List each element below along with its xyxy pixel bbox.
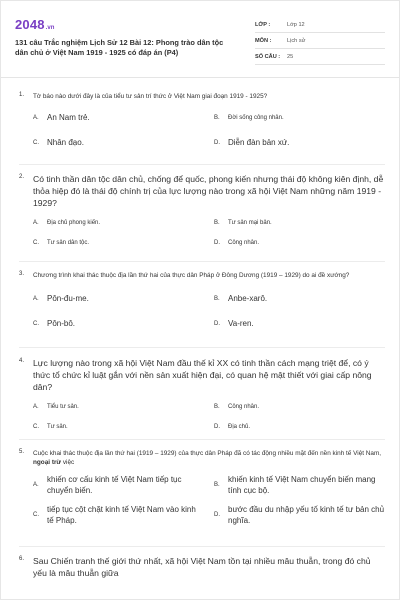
option-letter: B. (214, 482, 220, 488)
document-title: 131 câu Trắc nghiệm Lịch Sử 12 Bài 12: Phong trào dân tộc dân chủ ở Việt Nam 1919 - 1925 có đáp án (P4) (15, 38, 224, 57)
option-text: Tư sản dân tộc. (47, 240, 90, 246)
option-a[interactable] (33, 474, 204, 496)
meta-row-subject (255, 33, 385, 49)
question-text-part: việc (61, 459, 75, 466)
option-c[interactable] (33, 239, 204, 247)
question-5 (19, 440, 385, 547)
logo-main-text: 2048 (15, 17, 45, 32)
question-text-part: Cuộc khai thác thuộc địa lần thứ hai (1919 – 1929) của thực dân Pháp đã có tác động nhiều mặt đến nền kinh tế Việt Nam, (33, 450, 382, 457)
option-a[interactable] (33, 293, 204, 304)
option-text: Công nhân. (228, 240, 260, 246)
option-letter: C. (33, 240, 39, 246)
option-text: Tư sản mại bản. (228, 220, 272, 226)
meta-value: 25 (287, 53, 294, 60)
option-c[interactable] (33, 318, 204, 329)
answer-options (33, 293, 385, 329)
option-letter: B. (214, 220, 220, 226)
option-b[interactable] (214, 474, 385, 496)
option-b[interactable] (214, 293, 385, 304)
option-text: Nhân đạo. (47, 138, 84, 147)
page-header (15, 13, 385, 73)
option-d[interactable] (214, 504, 385, 526)
question-list (15, 78, 385, 600)
option-text: bước đầu du nhập yếu tố kinh tế tư bản chủ nghĩa. (228, 505, 385, 525)
meta-label: LỚP : (255, 21, 271, 28)
question-text: Có tinh thần dân tộc dân chủ, chống để quốc, phong kiến nhưng thái độ không kiên định, dễ thỏa hiệp đó là thái độ chính trị của lực lượng nào trong xã hội Việt Nam những năm 1919 - 1929? (33, 174, 384, 208)
answer-options (33, 474, 385, 526)
option-text: khiến cơ cấu kinh tế Việt Nam tiếp tục chuyển biến. (47, 475, 182, 495)
option-text: Tiểu tư sản. (47, 404, 79, 410)
option-c[interactable] (33, 423, 204, 431)
option-text: Va-ren. (228, 319, 254, 328)
option-text: Pôn-bô. (47, 319, 76, 328)
option-letter: A. (33, 482, 39, 488)
option-text: Đời sống công nhân. (228, 114, 284, 121)
option-letter: C. (33, 139, 39, 146)
option-a[interactable] (33, 219, 204, 227)
option-text: khiến kinh tế Việt Nam chuyển biến mang tính cục bộ. (228, 475, 376, 495)
option-d[interactable] (214, 423, 385, 431)
option-letter: B. (214, 404, 220, 410)
question-1 (19, 88, 385, 165)
option-d[interactable] (214, 318, 385, 329)
option-letter: A. (33, 220, 39, 226)
option-text: tiếp tục cột chặt kinh tế Việt Nam vào kinh tế Pháp. (47, 505, 196, 525)
meta-label: SỐ CÂU : (255, 53, 281, 60)
option-c[interactable] (33, 504, 204, 526)
meta-value: Lớp 12 (287, 21, 305, 28)
answer-options (33, 403, 385, 431)
meta-row-class (255, 17, 385, 33)
question-6 (19, 547, 385, 600)
meta-label: MÔN : (255, 37, 272, 44)
header-left (15, 13, 235, 58)
option-letter: B. (214, 295, 220, 302)
question-number: 5. (19, 449, 25, 455)
question-text: Chương trình khai thác thuộc địa lần thứ hai của thực dân Pháp ở Đông Dương (1919 – 1929) do ai đề xướng? (33, 272, 350, 279)
question-number: 1. (19, 92, 25, 98)
option-c[interactable] (33, 137, 204, 148)
option-letter: D. (214, 512, 220, 518)
option-a[interactable] (33, 112, 204, 123)
option-text: Diễn đàn bản xứ. (228, 138, 290, 147)
option-letter: A. (33, 295, 39, 302)
option-text: Địa chủ phong kiến. (47, 220, 101, 226)
option-text: Công nhân. (228, 404, 260, 410)
question-2 (19, 165, 385, 262)
option-letter: B. (214, 114, 220, 121)
meta-row-count (255, 49, 385, 65)
answer-options (33, 219, 385, 247)
option-letter: C. (33, 512, 39, 518)
option-text: An Nam trẻ. (47, 113, 90, 122)
option-letter: C. (33, 424, 39, 430)
option-text: Pôn-đu-me. (47, 294, 89, 303)
option-letter: D. (214, 139, 220, 146)
option-a[interactable] (33, 403, 204, 411)
option-letter: D. (214, 424, 220, 430)
question-3 (19, 262, 385, 348)
meta-value: Lịch sử (287, 37, 306, 44)
option-letter: A. (33, 404, 39, 410)
site-logo[interactable] (15, 17, 235, 32)
option-text: Tư sản. (47, 424, 68, 430)
option-letter: C. (33, 320, 39, 327)
option-text: Địa chủ. (228, 424, 251, 430)
option-letter: A. (33, 114, 39, 121)
question-number: 6. (19, 556, 25, 562)
option-letter: D. (214, 240, 220, 246)
question-number: 4. (19, 358, 25, 364)
answer-options (33, 112, 385, 148)
document-meta (255, 17, 385, 65)
option-d[interactable] (214, 137, 385, 148)
question-text: Tờ báo nào dưới đây là của tiểu tư sản trí thức ở Việt Nam giai đoạn 1919 - 1925? (33, 93, 268, 100)
logo-domain-text: .vn (45, 25, 55, 31)
option-b[interactable] (214, 219, 385, 227)
option-letter: D. (214, 320, 220, 327)
question-emphasis: ngoại trừ (33, 459, 62, 466)
option-b[interactable] (214, 403, 385, 411)
question-text: Sau Chiến tranh thế giới thứ nhất, xã hội Việt Nam tồn tại nhiều mâu thuẫn, trong đó chủ yếu là mâu thuẫn giữa (33, 556, 371, 578)
question-number: 2. (19, 174, 25, 180)
option-text: Anbe-xarô. (228, 294, 268, 303)
question-number: 3. (19, 271, 25, 277)
option-d[interactable] (214, 239, 385, 247)
question-text (33, 449, 385, 467)
option-b[interactable] (214, 112, 385, 123)
question-4 (19, 348, 385, 440)
question-text: Lực lượng nào trong xã hội Việt Nam đầu thế kỉ XX có tinh thần cách mạng triệt để, có ý thức tổ chức kỉ luật gắn với nền sản xuất hiện đại, có quan hệ mật thiết với giai cấp nông dân? (33, 358, 372, 392)
